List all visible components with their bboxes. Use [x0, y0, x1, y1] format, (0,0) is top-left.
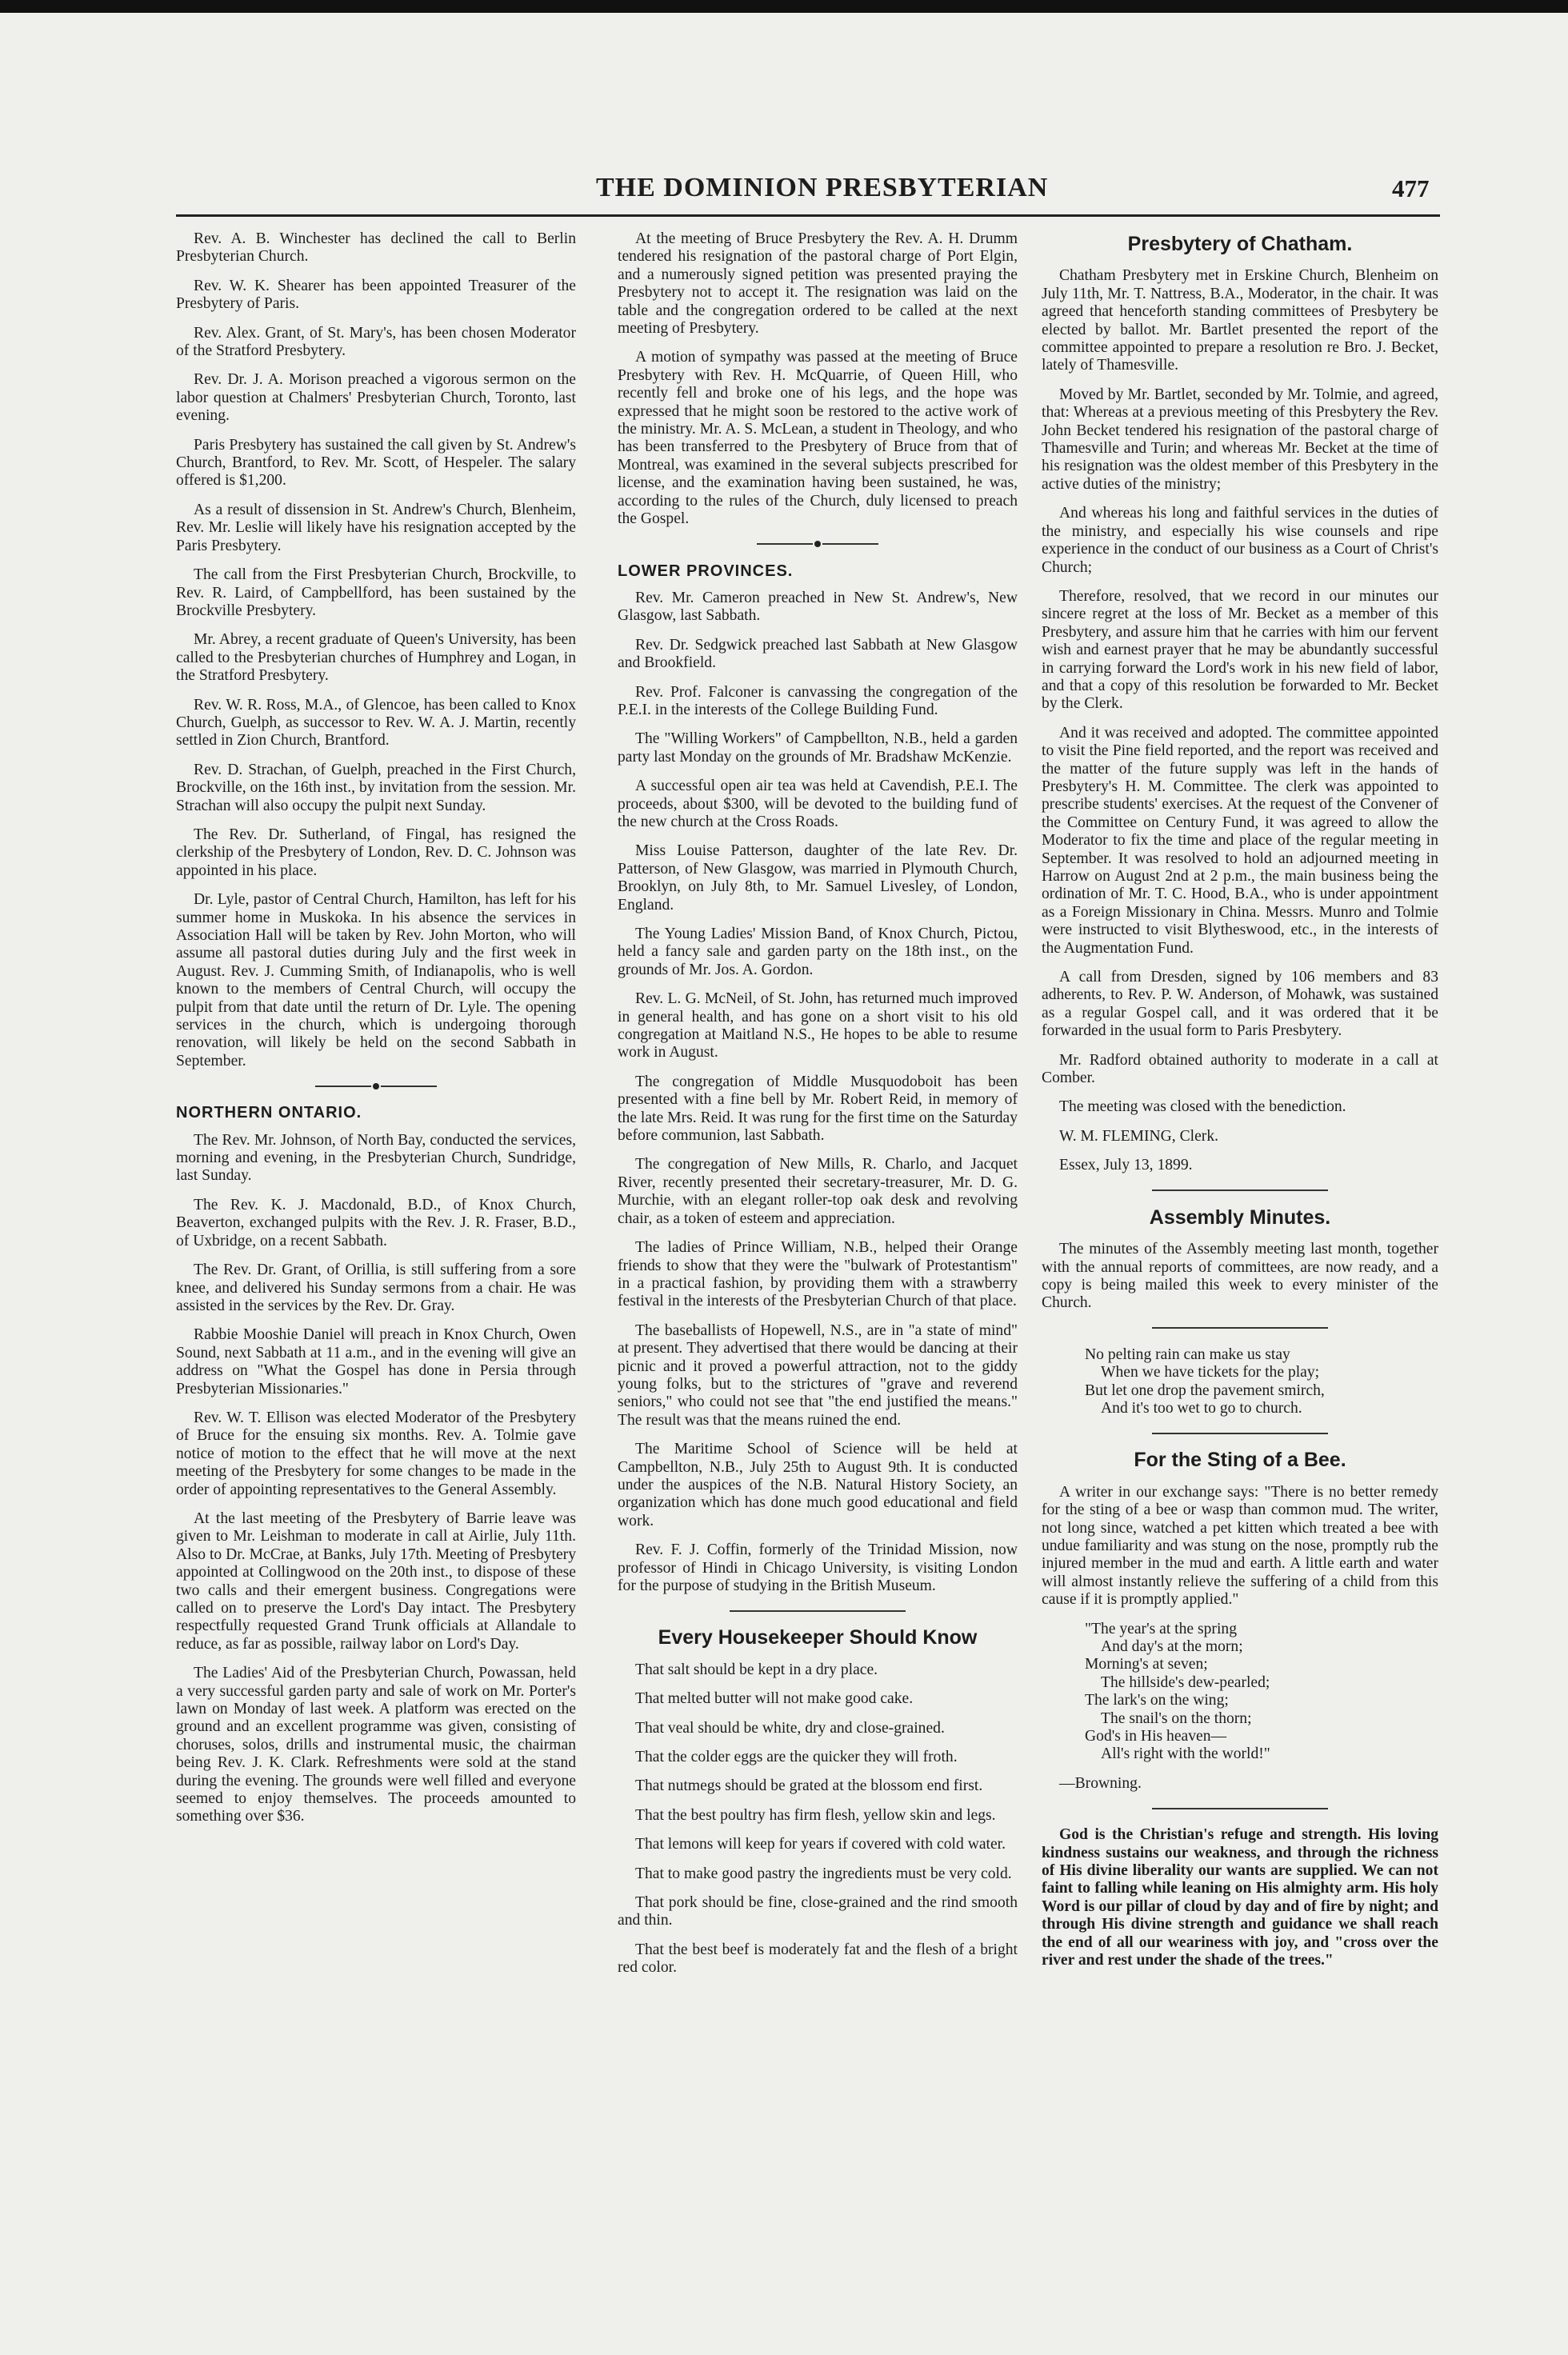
news-item: Dr. Lyle, pastor of Central Church, Hamilton, has left for his summer home in Muskoka. In his absence the services in Association Hall will be taken by Rev. John Morton, who will assume all pastoral duties during July and the first week in August. Rev. J. Cumming Smith, of Indianapolis, who is well known to the members of Central Church, will occupy the pulpit from that date until the return of Dr. Lyle. The opening services in the church, which is undergoing thorough renovation, will likely be held on the second Sabbath in September.	[176, 891, 576, 1070]
section-divider	[1042, 1804, 1438, 1812]
column-3	[1042, 230, 1438, 1981]
news-item: Rev. W. K. Shearer has been appointed Treasurer of the Presbytery of Paris.	[176, 277, 576, 313]
section-divider	[618, 1606, 1018, 1614]
section-title-chatham: Presbytery of Chatham.	[1127, 233, 1353, 255]
housekeeper-tip: That nutmegs should be grated at the blossom end first.	[635, 1777, 983, 1795]
section-title-lower-provinces: LOWER PROVINCES.	[618, 562, 794, 580]
article-paragraph: A writer in our exchange says: "There is no better remedy for the sting of a bee or wasp than common mud. The writer, not long since, watched a pet kitten which treated a bee with undue familiarity and was stung on the nose, promptly rub the injured member in the mud and earth. A little earth and water will almost instantly relieve the suffering of a child from this cause if it is promptly applied."	[1042, 1483, 1438, 1609]
header-rule	[176, 214, 1440, 217]
housekeeper-tip: That to make good pastry the ingredients must be very cold.	[635, 1865, 1012, 1882]
verse-line: Morning's at seven;	[1085, 1656, 1208, 1673]
news-item: At the last meeting of the Presbytery of Barrie leave was given to Mr. Leishman to moderate in call at Airlie, July 11th. Also to Dr. McCrae, at Banks, July 17th. Meeting of Presbytery appointed at Collingwood on the 20th inst., to dispose of these two calls and their emergent business. Congregations were called on to preserve the Lord's Day intact. The Presbytery respectfully requested Grand Trunk officials at Allandale to reduce, as far as possible, railway labor on Lord's Day.	[176, 1509, 576, 1653]
news-item: Rev. Prof. Falconer is canvassing the congregation of the P.E.I. in the interests of the College Building Fund.	[618, 683, 1018, 718]
news-item: Rev. Mr. Cameron preached in New St. Andrew's, New Glasgow, last Sabbath.	[618, 589, 1018, 625]
news-item: A motion of sympathy was passed at the meeting of Bruce Presbytery with Rev. H. McQuarrie, of Queen Hill, who recently fell and broke one of his legs, and the hope was expressed that he might soon be restored to the active work of the ministry. Mr. A. S. McLean, a student in Theology, and who has been transferred to the Presbytery of Bruce from that of Montreal, was examined in the several subjects prescribed for license, and the examination having been sustained, he was, according to the rules of the Church, duly licensed to preach the Gospel.	[618, 349, 1018, 528]
closing-paragraph	[1042, 1826, 1438, 1969]
news-item: The "Willing Workers" of Campbellton, N.B., held a garden party last Monday on the grounds of Mr. Bradshaw McKenzie.	[618, 730, 1018, 766]
poem-attribution: —Browning.	[1059, 1774, 1142, 1792]
section-title-bee: For the Sting of a Bee.	[1134, 1449, 1346, 1472]
verse-line: The snail's on the thorn;	[1101, 1709, 1252, 1727]
page-number: 477	[1392, 174, 1430, 202]
news-item: Rev. Dr. J. A. Morison preached a vigorous sermon on the labor question at Chalmers' Presbyterian Church, Toronto, last evening.	[176, 371, 576, 425]
column-2-notices	[618, 230, 1018, 529]
news-item: At the meeting of Bruce Presbytery the Rev. A. H. Drumm tendered his resignation of the pastoral charge of Port Elgin, and a numerously signed petition was presented praying the Presbytery not to accept it. The resignation was laid on the table and the congregation ordered to be called at the next meeting of Presbytery.	[618, 230, 1018, 338]
section-divider	[1042, 1186, 1438, 1194]
news-item: Rev. A. B. Winchester has declined the call to Berlin Presbyterian Church.	[176, 230, 576, 266]
news-item: The Rev. Dr. Grant, of Orillia, is still suffering from a sore knee, and delivered his Sunday sermons from a chair. He was assisted in the services by the Rev. Dr. Gray.	[176, 1261, 576, 1314]
section-divider	[618, 540, 1018, 548]
verse-line: God's in His heaven—	[1085, 1728, 1227, 1745]
news-item: The baseballists of Hopewell, N.S., are in "a state of mind" at present. They advertised that there would be dancing at their picnic and it proved a powerful attraction, not to the giddy young folks, but to the strictures of "grave and reverend seniors," who could not see that "the end justified the means." The result was that the means ruined the end.	[618, 1321, 1018, 1429]
housekeeper-tip: That melted butter will not make good cake.	[635, 1690, 914, 1708]
news-item: Miss Louise Patterson, daughter of the late Rev. Dr. Patterson, of New Glasgow, was married in Plymouth Church, Brooklyn, on July 8th, to Mr. Samuel Livesley, of London, England.	[618, 842, 1018, 914]
housekeeper-tips	[618, 1661, 1018, 1977]
housekeeper-tip: That the best beef is moderately fat and the flesh of a bright red color.	[618, 1941, 1018, 1977]
housekeeper-tip: That salt should be kept in a dry place.	[635, 1661, 878, 1678]
section-title-housekeeper: Every Housekeeper Should Know	[658, 1626, 978, 1649]
verse-line: "The year's at the spring	[1085, 1620, 1237, 1637]
verse-line: The hillside's dew-pearled;	[1101, 1673, 1270, 1691]
section-title-assembly: Assembly Minutes.	[1149, 1205, 1331, 1229]
news-item: Rev. W. T. Ellison was elected Moderator of the Presbytery of Bruce for the ensuing six months. Rev. A. Tolmie gave notice of motion to the effect that he will move at the next meeting of the Presbytery for some changes to be made in the order of appointing representatives to the General Assembly.	[176, 1409, 576, 1498]
housekeeper-tip: That veal should be white, dry and close-grained.	[635, 1719, 945, 1737]
newspaper-page	[0, 13, 1568, 2355]
verse-line: And day's at the morn;	[1101, 1638, 1243, 1655]
notice-paragraph: The minutes of the Assembly meeting last month, together with the annual reports of committees, are now ready, and a copy is being mailed this week to every minister of the Church.	[1042, 1241, 1438, 1312]
top-border	[0, 0, 1568, 13]
news-item: The Rev. Mr. Johnson, of North Bay, conducted the services, morning and evening, in the Presbyterian Church, Sundridge, last Sunday.	[176, 1131, 576, 1185]
news-item: Rev. Dr. Sedgwick preached last Sabbath at New Glasgow and Brookfield.	[618, 636, 1018, 672]
housekeeper-tip: That the colder eggs are the quicker they will froth.	[635, 1749, 958, 1766]
housekeeper-tip: That the best poultry has firm flesh, yellow skin and legs.	[635, 1806, 996, 1824]
news-item: Rev. D. Strachan, of Guelph, preached in the First Church, Brockville, on the 16th inst., by invitation from the session. Mr. Strachan will also occupy the pulpit next Sunday.	[176, 761, 576, 814]
page-title: THE DOMINION PRESBYTERIAN	[596, 173, 1049, 202]
news-item: Mr. Abrey, a recent graduate of Queen's University, has been called to the Presbyterian churches of Humphrey and Logan, in the Stratford Presbytery.	[176, 631, 576, 685]
verse-line: And it's too wet to go to church.	[1101, 1399, 1302, 1417]
bee-remedy	[1042, 1484, 1438, 1609]
column-2	[618, 230, 1018, 1989]
report-paragraph: The meeting was closed with the benediction.	[1059, 1098, 1346, 1116]
section-divider	[176, 1082, 576, 1090]
news-item: As a result of dissension in St. Andrew's Church, Blenheim, Rev. Mr. Leslie will likely have his resignation accepted by the Paris Presbytery.	[176, 501, 576, 554]
verse-line: No pelting rain can make us stay	[1085, 1345, 1290, 1363]
section-divider	[1042, 1324, 1438, 1332]
news-item: The call from the First Presbyterian Church, Brockville, to Rev. R. Laird, of Campbellford, has been sustained by the Brockville Presbytery.	[176, 566, 576, 619]
news-item: Rabbie Mooshie Daniel will preach in Knox Church, Owen Sound, next Sabbath at 11 a.m., and in the evening will give an address on "What the Gospel has done in Persia through Presbyterian Missionaries."	[176, 1326, 576, 1397]
housekeeper-tip: That pork should be fine, close-grained and the rind smooth and thin.	[618, 1894, 1018, 1929]
news-item: Rev. W. R. Ross, M.A., of Glencoe, has been called to Knox Church, Guelph, as successor to Rev. W. A. J. Martin, recently settled in Zion Church, Brantford.	[176, 696, 576, 750]
news-item: Rev. Alex. Grant, of St. Mary's, has been chosen Moderator of the Stratford Presbytery.	[176, 324, 576, 360]
chatham-report	[1042, 267, 1438, 1116]
news-item: The Maritime School of Science will be held at Campbellton, N.B., July 25th to August 9th. It is conducted under the auspices of the N.B. Natural History Society, an organization which has done much good educational and field work.	[618, 1441, 1018, 1529]
column-1-notices	[176, 230, 576, 1070]
northern-ontario-notices	[176, 1132, 576, 1826]
news-item: A successful open air tea was held at Cavendish, P.E.I. The proceeds, about $300, will be devoted to the building fund of the new church at the Cross Roads.	[618, 778, 1018, 830]
report-paragraph: Mr. Radford obtained authority to moderate in a call at Comber.	[1042, 1051, 1438, 1087]
verse-line: But let one drop the pavement smirch,	[1085, 1381, 1325, 1399]
report-paragraph: Therefore, resolved, that we record in our minutes our sincere regret at the loss of Mr. Becket as a member of this Presbytery, and assure him that he carries with him our fervent wish and earnest prayer that he may be abundantly successful in carrying forward the Lord's work in his new field of labor, and that a copy of this resolution be forwarded to Mr. Becket by the Clerk.	[1042, 587, 1438, 713]
report-paragraph: And whereas his long and faithful services in the duties of the ministry, and especially his wise counsels and ripe experience in the conduct of our business as a Court of Christ's Church;	[1042, 505, 1438, 576]
verse-line: The lark's on the wing;	[1085, 1692, 1229, 1709]
report-paragraph: A call from Dresden, signed by 106 members and 83 adherents, to Rev. P. W. Anderson, of Mohawk, was sustained as a regular Gospel call, and it was ordered that it be forwarded in the usual form to Paris Presbytery.	[1042, 969, 1438, 1040]
news-item: The Rev. Dr. Sutherland, of Fingal, has resigned the clerkship of the Presbytery of London, Rev. D. C. Johnson was appointed in his place.	[176, 826, 576, 879]
report-paragraph: Moved by Mr. Bartlet, seconded by Mr. Tolmie, and agreed, that: Whereas at a previous meeting of this Presbytery the Rev. John Becket tendered his resignation of the pastoral charge of Thamesville and Turin; and whereas Mr. Becket at the time of his resignation was the oldest member of this Presbytery in the active duties of the ministry;	[1042, 386, 1438, 493]
lower-provinces-notices	[618, 590, 1018, 1596]
report-paragraph: Chatham Presbytery met in Erskine Church, Blenheim on July 11th, Mr. T. Nattress, B.A., Moderator, in the chair. It was agreed that henceforth standing committees of Presbytery be elected by ballot. Mr. Bartlet presented the report of the committee appointed to prepare a resolution re Bro. J. Becket, lately of Thamesville.	[1042, 267, 1438, 374]
news-item: The Ladies' Aid of the Presbyterian Church, Powassan, held a very successful garden party and sale of work on Mr. Porter's lawn on Monday of last week. A platform was erected on the ground and an excellent programme was given, consisting of choruses, solos, drills and instrumental music, the chairman being Rev. J. K. Clark. Refreshments were sold at the stand during the evening. The grounds were well filled and everyone seemed to enjoy themselves. The proceeds amounted to something over $36.	[176, 1665, 576, 1825]
housekeeper-tip: That lemons will keep for years if covered with cold water.	[635, 1836, 1006, 1853]
news-item: Rev. F. J. Coffin, formerly of the Trinidad Mission, now professor of Hindi in Chicago University, is visiting London for the purpose of studying in the British Museum.	[618, 1541, 1018, 1594]
verse-line: When we have tickets for the play;	[1101, 1364, 1320, 1381]
section-title-northern-ontario: NORTHERN ONTARIO.	[176, 1104, 362, 1122]
poem-browning	[1085, 1621, 1438, 1764]
news-item: The congregation of Middle Musquodoboit has been presented with a fine bell by Mr. Robert Reid, in memory of the late Mrs. Reid. It was rung for the first time on the Saturday before communion, last Sabbath.	[618, 1073, 1018, 1145]
verse-line: All's right with the world!"	[1101, 1745, 1270, 1763]
closing-text: God is the Christian's refuge and strength. His loving kindness sustains our weakness, and through the richness of His divine liberality our wants are supplied. We can not faint to falling while leaning on His almighty arm. His holy Word is our pillar of cloud by day and of fire by night; and through His divine strength and guidance we shall reach the end of all our weariness with joy, and "cross over the river and rest under the shade of the trees."	[1042, 1826, 1438, 1969]
news-item: The Young Ladies' Mission Band, of Knox Church, Pictou, held a fancy sale and garden party on the 18th inst., on the grounds of Mr. Jos. A. Gordon.	[618, 926, 1018, 978]
news-item: Rev. L. G. McNeil, of St. John, has returned much improved in general health, and has gone on a short visit to his old congregation at Maitland N.S., He hopes to be able to resume work in August.	[618, 990, 1018, 1062]
report-paragraph: And it was received and adopted. The committee appointed to visit the Pine field reported, and the report was received and the matter of the future supply was left in the hands of Presbytery's H. M. Committee. The clerk was appointed to prescribe students' exercises. At the request of the Convener of the Committee on Century Fund, it was agreed to allow the Moderator to fix the time and place of the regular meeting in September. It was resolved to hold an adjourned meeting in Harrow on August 2nd at 2 p.m., the main business being the ordination of Mr. T. C. Hood, B.A., who is under appointment as a Foreign Missionary in China. Messrs. Munro and Tolmie were instructed to visit Blytheswood, etc., in the interests of the Augmentation Fund.	[1042, 724, 1438, 957]
news-item: The ladies of Prince William, N.B., helped their Orange friends to show that they were the "bulwark of Protestantism" in a practical fashion, by providing them with a strawberry festival in the interests of the Presbyterian Church of that place.	[618, 1239, 1018, 1310]
chatham-signature: W. M. FLEMING, Clerk.	[1059, 1127, 1219, 1145]
section-divider	[1042, 1429, 1438, 1437]
poem-rain	[1085, 1346, 1438, 1418]
news-item: Paris Presbytery has sustained the call given by St. Andrew's Church, Brantford, to Rev. Mr. Scott, of Hespeler. The salary offered is $1,200.	[176, 436, 576, 490]
assembly-notice	[1042, 1241, 1438, 1313]
chatham-date: Essex, July 13, 1899.	[1059, 1157, 1193, 1174]
column-1	[176, 230, 576, 1837]
news-item: The Rev. K. J. Macdonald, B.D., of Knox Church, Beaverton, exchanged pulpits with the Rev. J. R. Fraser, B.D., of Uxbridge, on a recent Sabbath.	[176, 1196, 576, 1249]
news-item: The congregation of New Mills, R. Charlo, and Jacquet River, recently presented their secretary-treasurer, Mr. D. G. Murchie, with an elegant roller-top oak desk and revolving chair, as a token of esteem and appreciation.	[618, 1156, 1018, 1227]
